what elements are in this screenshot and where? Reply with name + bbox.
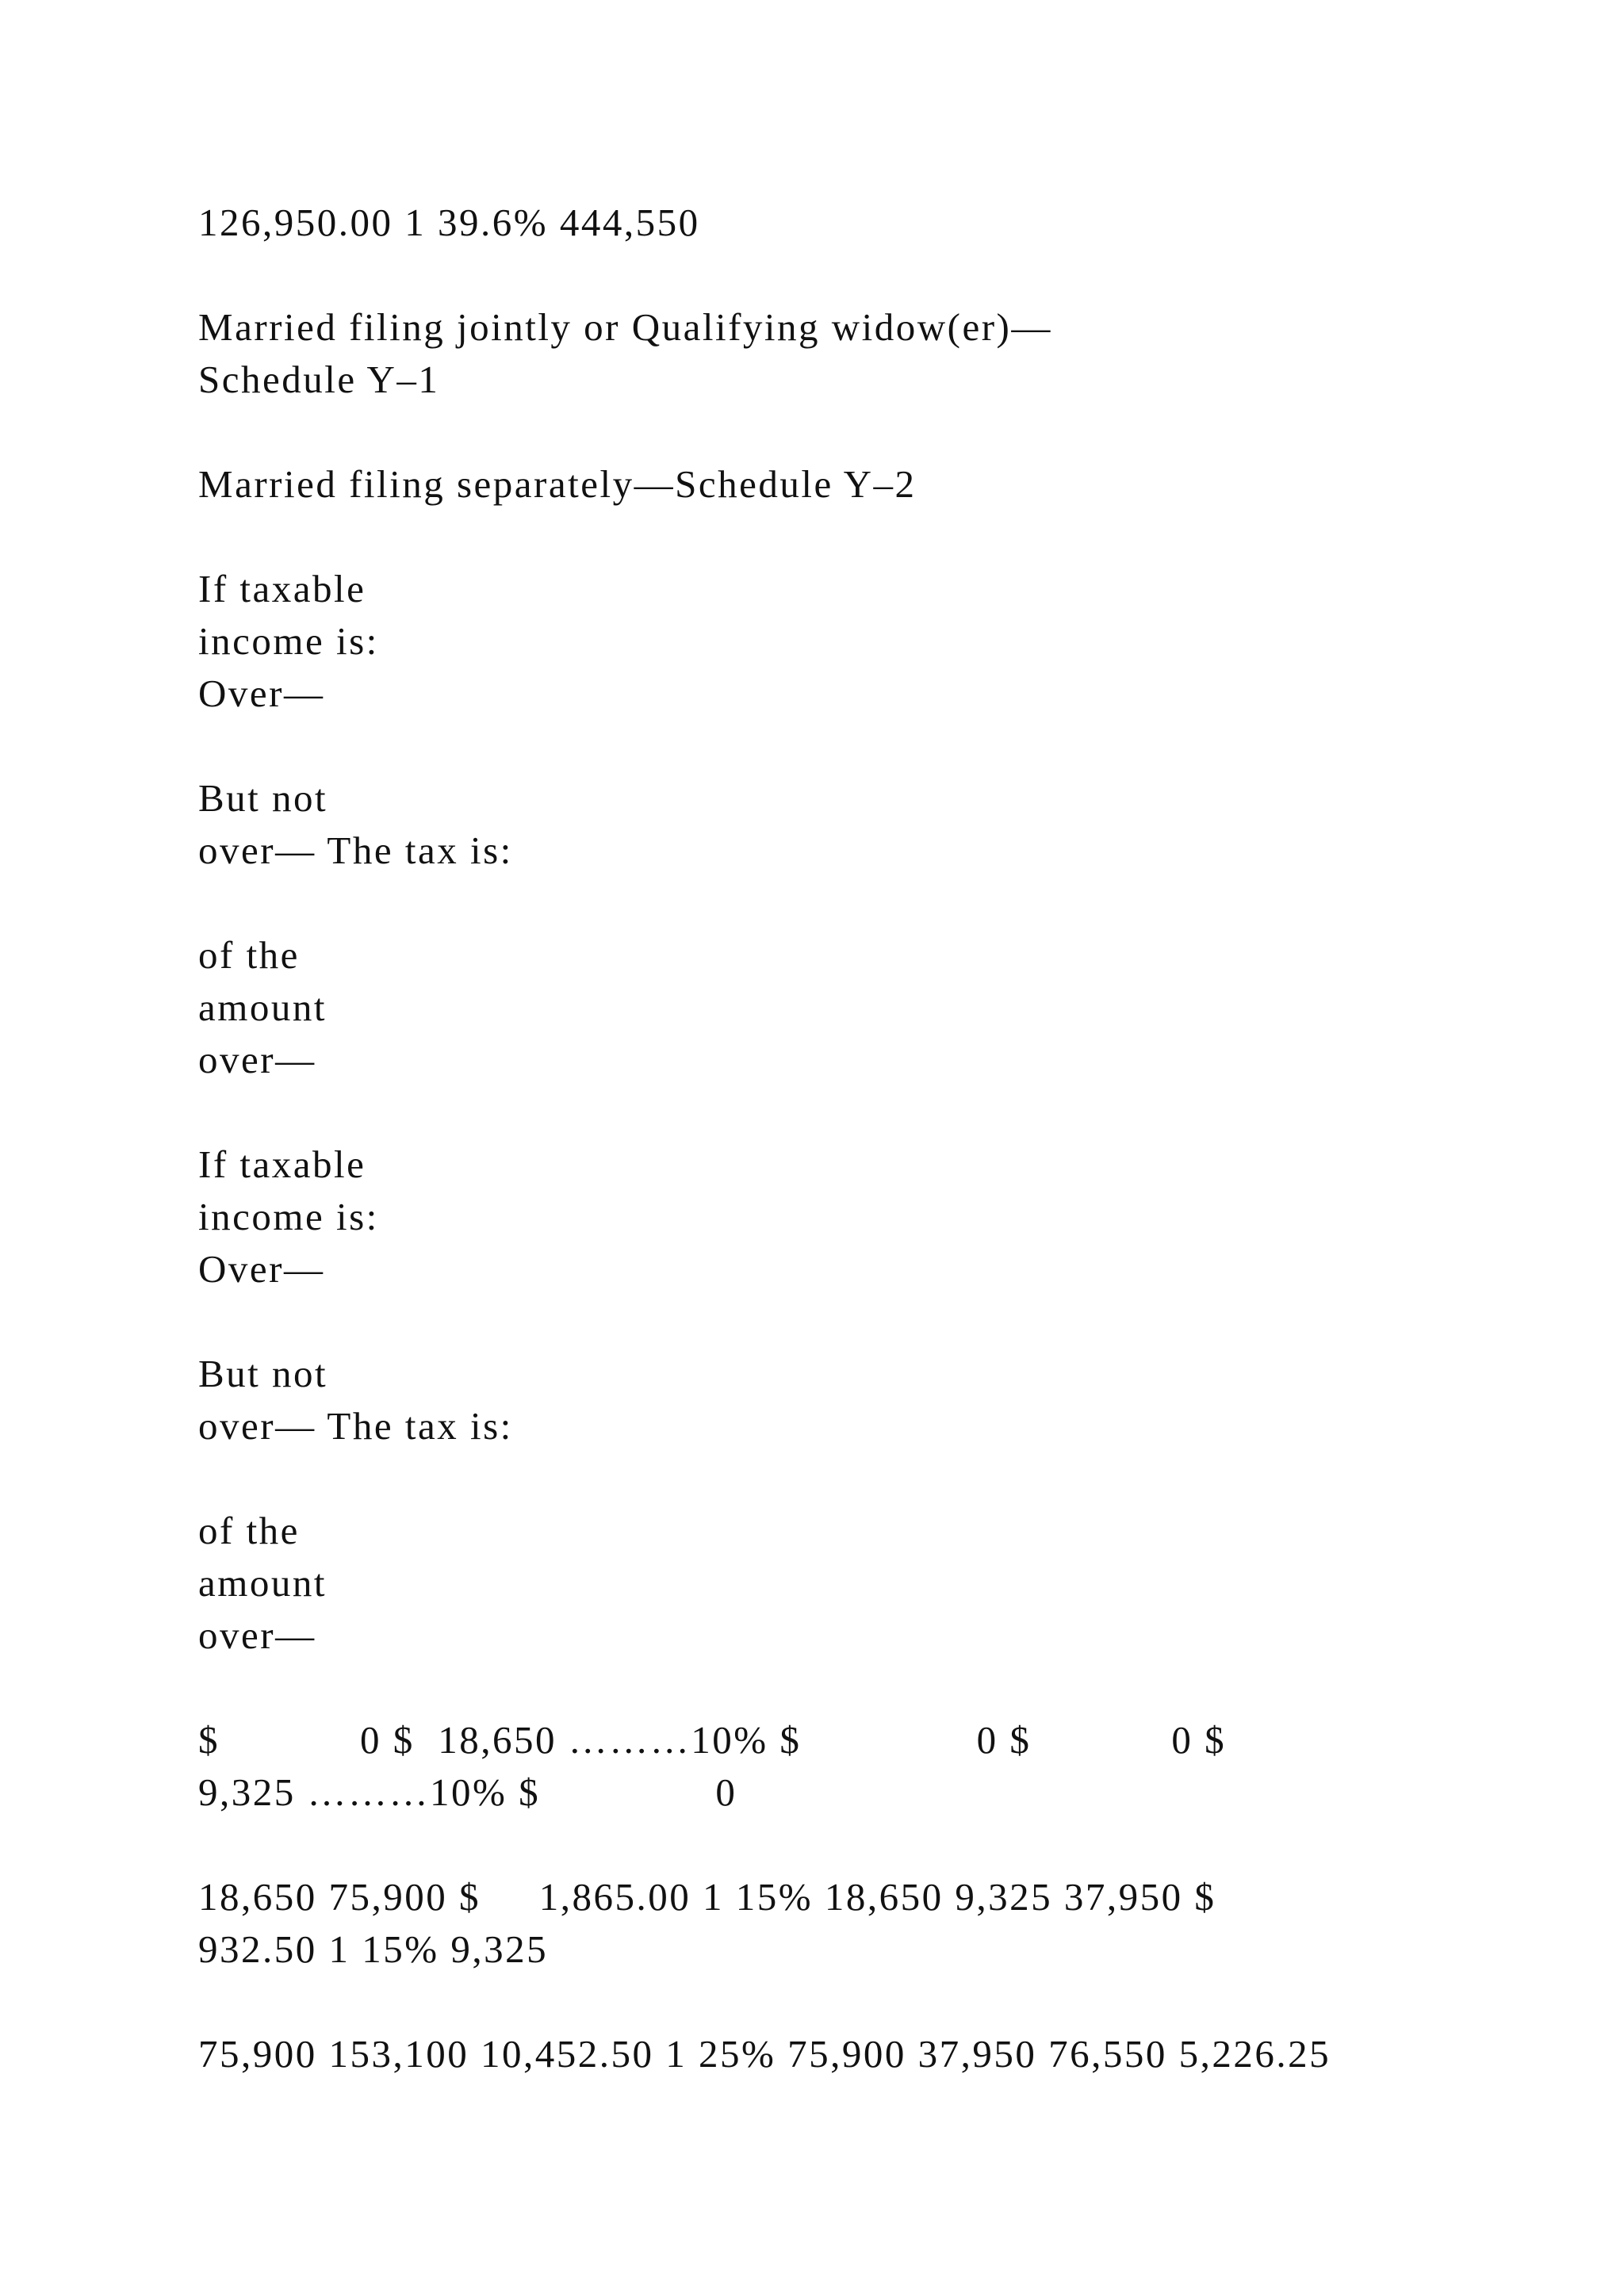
column-header-of-amount-over: of the amount over— <box>198 933 327 1081</box>
bracket-row-10-percent: $ 0 $ 18,650 ………10% $ 0 $ 0 $ 9,325 ………10% $ 0 <box>198 1718 1227 1814</box>
document-body <box>198 197 1546 2080</box>
heading-married-filing-separately: Married filing separately—Schedule Y–2 <box>198 462 917 506</box>
bracket-row-15-percent: 18,650 75,900 $ 1,865.00 1 15% 18,650 9,325 37,950 $ 932.50 1 15% 9,325 <box>198 1875 1216 1971</box>
column-header-but-not-over-2: But not over— The tax is: <box>198 1352 513 1448</box>
column-header-of-amount-over-2: of the amount over— <box>198 1509 327 1657</box>
column-header-taxable-income-over-2: If taxable income is: Over— <box>198 1142 379 1291</box>
heading-married-filing-jointly: Married filing jointly or Qualifying widow(er)— Schedule Y–1 <box>198 305 1052 401</box>
bracket-row-top-continued: 126,950.00 1 39.6% 444,550 <box>198 201 700 244</box>
bracket-row-25-percent: 75,900 153,100 10,452.50 1 25% 75,900 37,950 76,550 5,226.25 <box>198 2032 1331 2076</box>
column-header-but-not-over: But not over— The tax is: <box>198 776 513 872</box>
column-header-taxable-income-over: If taxable income is: Over— <box>198 567 379 715</box>
